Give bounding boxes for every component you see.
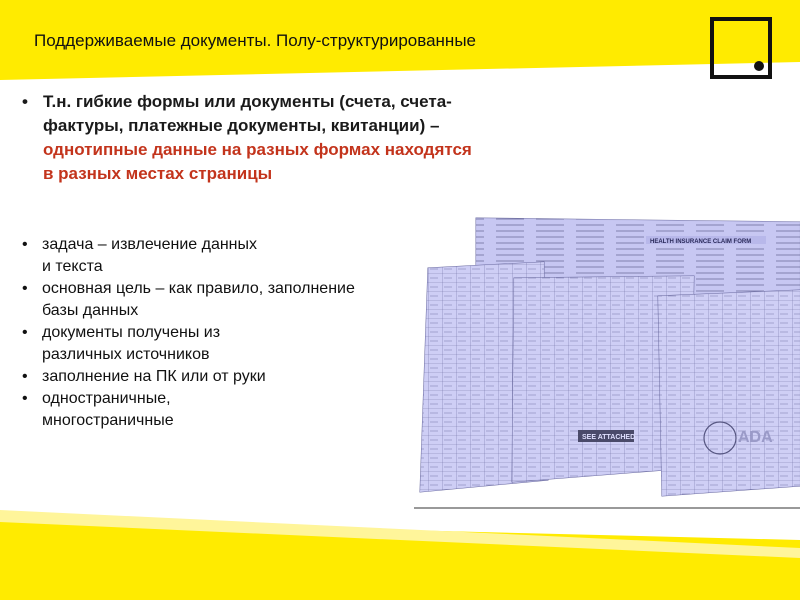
list-item-line: документы получены из xyxy=(42,324,221,341)
bullet-marker: • xyxy=(22,236,28,253)
claim-form-right xyxy=(658,290,800,496)
stamp-text: SEE ATTACHED xyxy=(582,434,636,441)
sub-bullet-list xyxy=(22,234,417,432)
slide-title: Поддерживаемые документы. Полу-структурированные xyxy=(34,31,476,50)
forms-illustration xyxy=(414,210,800,510)
main-bullet-highlight: однотипные данные на разных формах находятся в разных местах страницы xyxy=(43,140,472,183)
logo xyxy=(710,17,772,79)
list-item-line: основная цель – как правило, заполнение xyxy=(42,280,355,297)
main-bullet-text xyxy=(43,90,483,186)
list-item xyxy=(22,322,417,366)
list-item-line: одностраничные, xyxy=(42,390,171,407)
list-item-line: различных источников xyxy=(42,346,210,363)
list-item-line: базы данных xyxy=(42,302,139,319)
logo-dot-icon xyxy=(754,61,764,71)
list-item-line: задача – извлечение данных xyxy=(42,236,258,253)
list-item xyxy=(22,366,417,388)
list-item xyxy=(22,388,417,432)
bullet-marker: • xyxy=(22,280,28,297)
list-item-line: заполнение на ПК или от руки xyxy=(42,368,266,385)
list-item-line: многостраничные xyxy=(42,412,174,429)
list-item xyxy=(22,234,417,278)
list-item xyxy=(22,278,417,322)
bullet-marker: • xyxy=(22,390,28,407)
bullet-marker: • xyxy=(22,92,28,111)
list-item-line: и текста xyxy=(42,258,103,275)
bullet-marker: • xyxy=(22,368,28,385)
main-bullet-plain: Т.н. гибкие формы или документы (счета, счета-фактуры, платежные документы, квитанции) – xyxy=(43,92,452,135)
ada-logo-text: ADA xyxy=(738,429,773,446)
bullet-marker: • xyxy=(22,324,28,341)
health-form-title: HEALTH INSURANCE CLAIM FORM xyxy=(650,239,752,245)
